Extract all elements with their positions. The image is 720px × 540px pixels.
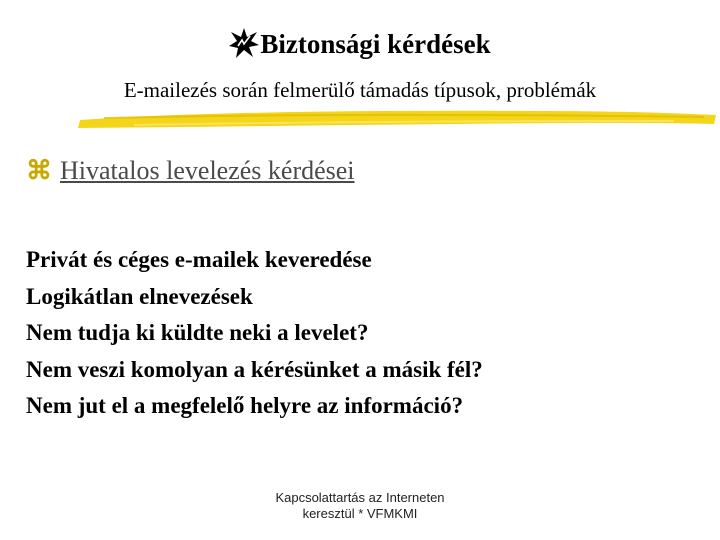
slide-footer xyxy=(0,490,720,522)
list-item: Logikátlan elnevezések xyxy=(26,283,253,309)
list-item: Nem tudja ki küldte neki a levelet? xyxy=(26,320,369,345)
list-item: Nem veszi komolyan a kérésünket a másik fél? xyxy=(26,356,483,382)
slide-title xyxy=(0,28,720,60)
issue-list xyxy=(26,242,483,425)
section-heading-link[interactable]: Hivatalos levelezés kérdései xyxy=(60,156,355,185)
footer-line-2: keresztül * VFMKMI xyxy=(302,506,418,521)
highlight-stroke xyxy=(74,102,720,132)
starburst-icon xyxy=(229,28,259,58)
list-item: Nem jut el a megfelelő helyre az információ? xyxy=(26,393,464,418)
z-bullet-icon: ⌘ xyxy=(26,156,52,185)
section-heading xyxy=(26,156,355,186)
title-text: Biztonsági kérdések xyxy=(260,29,491,59)
footer-line-1: Kapcsolattartás az Interneten xyxy=(275,490,445,505)
list-item: Privát és céges e-mailek keveredése xyxy=(26,247,372,272)
slide-subtitle: E-mailezés során felmerülő támadás típusok, problémák xyxy=(123,78,597,102)
